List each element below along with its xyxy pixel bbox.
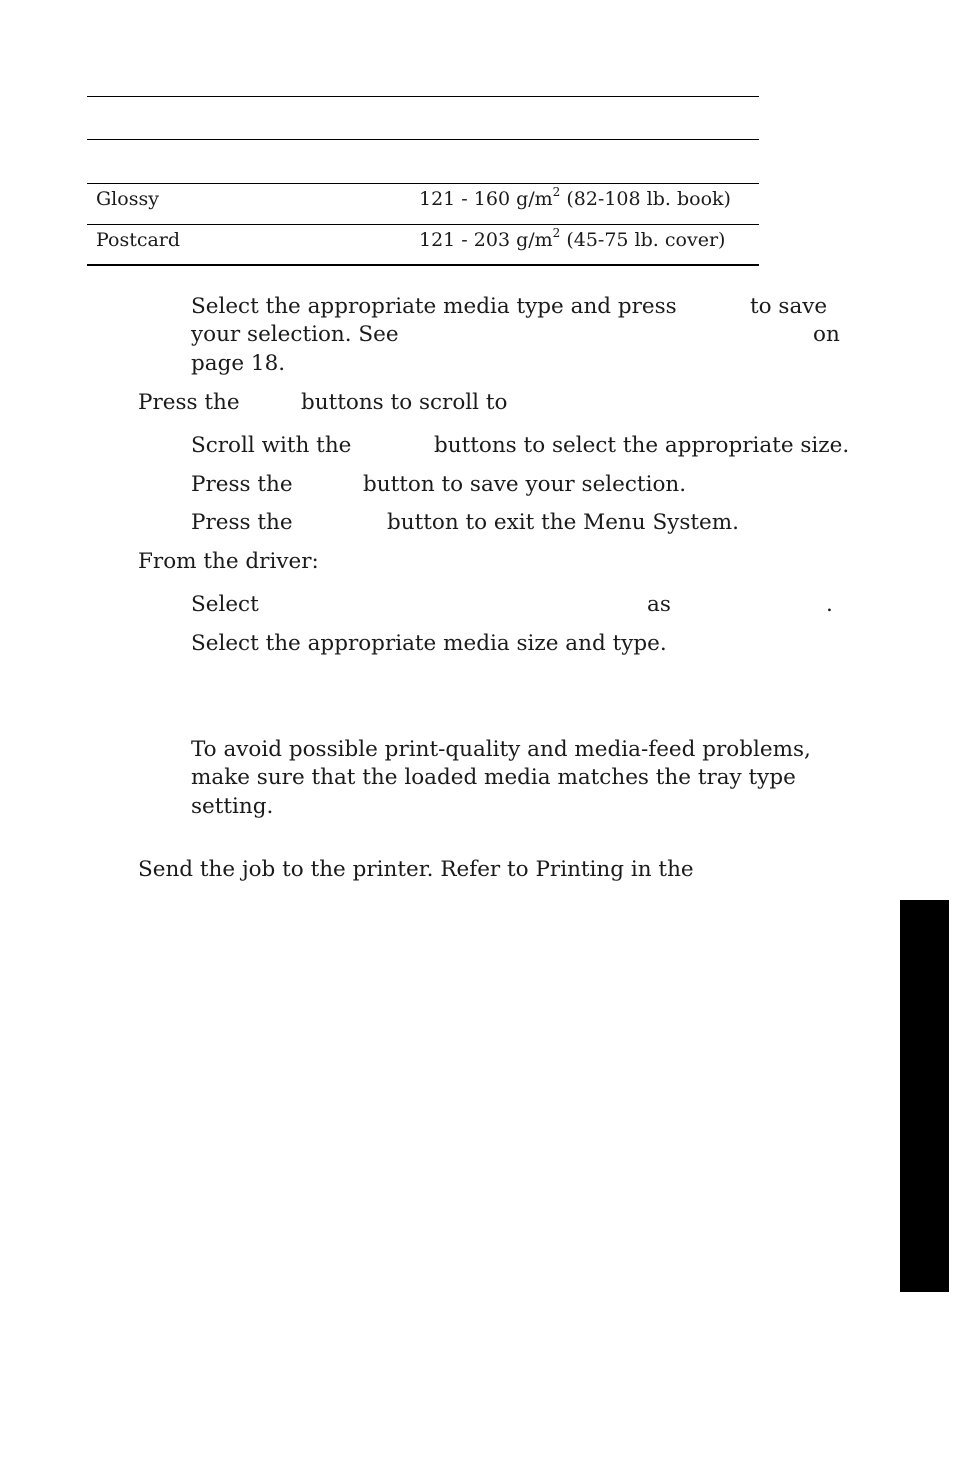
weight-value: 121 - 203 g/m	[419, 229, 553, 251]
media-type-cell: Postcard	[96, 229, 181, 251]
step-select-media-type-line2a: your selection. See	[191, 322, 399, 347]
step-press-save-a: Press the	[191, 472, 293, 497]
step-scroll-select-b: buttons to select the appropriate size.	[434, 433, 850, 458]
table-rule-row1-top	[87, 183, 759, 184]
note-line1: To avoid possible print-quality and media-feed problems,	[191, 737, 811, 762]
weight-equivalent: (82-108 lb. book)	[560, 188, 731, 210]
media-weight-cell	[419, 185, 731, 210]
step-select-size-type: Select the appropriate media size and type.	[191, 631, 667, 656]
note-line2: make sure that the loaded media matches the tray type	[191, 765, 796, 790]
note-line3: setting.	[191, 794, 274, 819]
table-rule-header	[87, 139, 759, 140]
step-press-exit-a: Press the	[191, 510, 293, 535]
step-select-media-type-line1b: to save	[750, 294, 828, 319]
weight-equivalent: (45-75 lb. cover)	[560, 229, 726, 251]
weight-exponent: 2	[552, 226, 561, 240]
step-press-exit-b: button to exit the Menu System.	[387, 510, 739, 535]
step-select-media-type-line1a: Select the appropriate media type and press	[191, 294, 677, 319]
weight-exponent: 2	[552, 185, 561, 199]
step-select-as-a: Select	[191, 592, 259, 617]
step-select-media-type-line3: page 18.	[191, 351, 286, 376]
step-from-driver: From the driver:	[138, 549, 319, 574]
step-press-save-b: button to save your selection.	[363, 472, 687, 497]
step-scroll-select-a: Scroll with the	[191, 433, 352, 458]
media-weight-cell	[419, 226, 726, 251]
media-type-cell: Glossy	[96, 188, 159, 210]
step-select-as-b: as	[647, 592, 671, 617]
chapter-tab-marker	[900, 900, 949, 1292]
step-select-media-type-line2b: on	[813, 322, 840, 347]
weight-value: 121 - 160 g/m	[419, 188, 553, 210]
step-press-scroll-a: Press the	[138, 390, 240, 415]
table-rule-bottom	[87, 264, 759, 266]
table-rule-top	[87, 96, 759, 97]
step-select-as-c: .	[826, 592, 833, 617]
step-press-scroll-b: buttons to scroll to	[301, 390, 508, 415]
table-rule-row2-top	[87, 224, 759, 225]
step-send-job: Send the job to the printer. Refer to Printing in the	[138, 857, 694, 882]
